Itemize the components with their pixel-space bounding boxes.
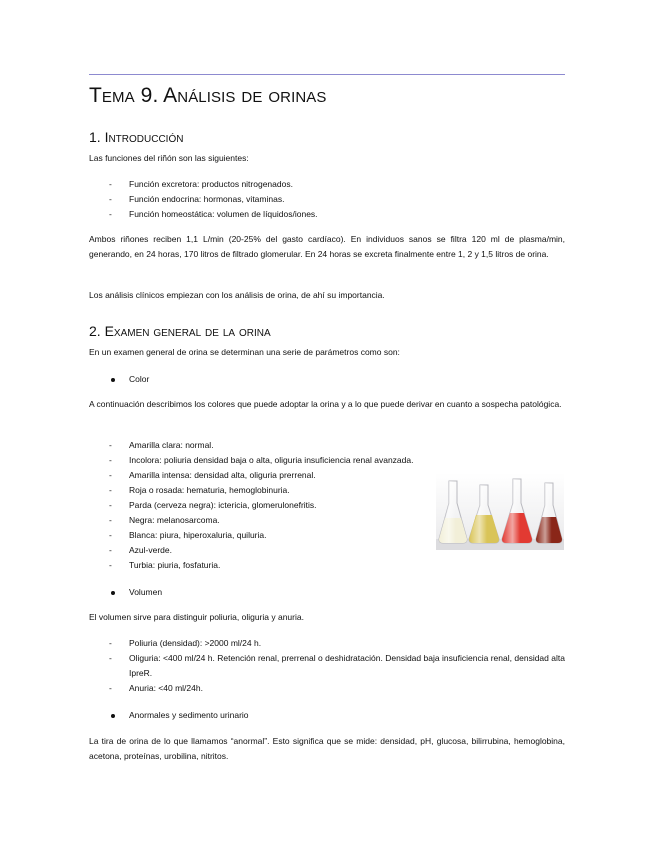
list-item: - Parda (cerveza negra): ictericia, glomerulonefritis. bbox=[89, 498, 565, 513]
dash-marker: - bbox=[109, 515, 112, 525]
list-item: - Blanca: piura, hiperoxaluria, quiluria. bbox=[89, 528, 565, 543]
bullet-dot bbox=[111, 714, 115, 718]
flask-brown bbox=[536, 483, 562, 543]
urine-volume-list bbox=[89, 636, 565, 696]
bullet-dot bbox=[111, 591, 115, 595]
page-title: Tema 9. Análisis de orinas bbox=[89, 84, 327, 107]
dash-marker: - bbox=[109, 530, 112, 540]
section-1-intro: Las funciones del riñón son las siguientes: bbox=[89, 153, 249, 163]
list-item: - Función excretora: productos nitrogenados. bbox=[89, 177, 565, 192]
list-item: - Función homeostática: volumen de líquidos/iones. bbox=[89, 207, 565, 222]
urine-strip-paragraph: La tira de orina de lo que llamamos “anormal”. Esto significa que se mide: densidad, pH, glucosa, bilirrubina, hemoglobina, acetona, proteínas, urobilina, nitritos. bbox=[89, 736, 565, 761]
document-page: Tema 9. Análisis de orinas 1. Introducción Las funciones del riñón son las siguientes: - Función excretora: productos nitrogenados. - Función endocrina: hormonas, vitaminas. - Función homeostática: volumen de líquidos/iones. Ambos riñones reciben 1,1 L/min (20-25% del gasto cardíaco). En individuos sanos se filtra 120 ml de plasma/min, generando, en 24 horas, 170 litros de filtrado glomerular. En 24 horas se excreta finalmente entre 1, 2 y 1,5 litros de orina. Los análisis clínicos empiezan con los análisis de orina, de ahí su importancia. 2. Examen general de la orina En un examen general de orina se determinan una serie de parámetros como son: Color A continuación describimos los colores que puede adoptar la orina y a lo que puede derivar en cuanto a sospecha patológica. - Amarilla clara: normal. - Incolora: poliuria densidad baja o alta, oliguria insuficiencia renal avanzada. - Amarilla intensa: densidad alta, oliguria prerrenal. - Roja o rosada: hematuria, hemoglobinuria. - Parda (cerveza negra): ictericia, glomerulonefritis. - Negra: melanosarcoma. - Blanca: piura, hiperoxaluria, quiluria. - Azul-verde. - Turbia: piuria, fosfaturia. Volumen El volumen sirve para distinguir poliuria, oliguria y anuria. - Poliuria (densidad): >2000 ml/24 h. - Oliguria: <400 ml/24 h. Retención renal, prerrenal o deshidratación. Densidad baja insuficiencia renal, densidad alta IpreR. - Anuria: <40 ml/24h. Anormales y sedimento urinario La tira de orina de lo que llamamos “anormal”. Esto significa que se mide: densidad, pH, glucosa, bilirrubina, hemoglobina, acetona, proteínas, urobilina, nitritos. bbox=[0, 0, 655, 848]
list-item: - Roja o rosada: hematuria, hemoglobinuria. bbox=[89, 483, 565, 498]
dash-marker: - bbox=[109, 500, 112, 510]
dash-marker: - bbox=[109, 653, 112, 663]
dash-marker: - bbox=[109, 545, 112, 555]
list-item: - Incolora: poliuria densidad baja o alta, oliguria insuficiencia renal avanzada. bbox=[89, 453, 565, 468]
dash-marker: - bbox=[109, 485, 112, 495]
filtration-paragraph: Ambos riñones reciben 1,1 L/min (20-25% del gasto cardíaco). En individuos sanos se filtra 120 ml de plasma/min, generando, en 24 horas, 170 litros de filtrado glomerular. En 24 horas se excreta finalmente entre 1, 2 y 1,5 litros de orina. bbox=[89, 234, 565, 259]
importance-paragraph: Los análisis clínicos empiezan con los análisis de orina, de ahí su importancia. bbox=[89, 290, 385, 300]
list-item: - Función endocrina: hormonas, vitaminas. bbox=[89, 192, 565, 207]
color-paragraph: A continuación describimos los colores que puede adoptar la orina y a lo que puede derivar en cuanto a sospecha patológica. bbox=[89, 399, 562, 409]
volume-paragraph: El volumen sirve para distinguir poliuria, oliguria y anuria. bbox=[89, 612, 304, 622]
list-item: - Amarilla clara: normal. bbox=[89, 438, 565, 453]
list-item: - Anuria: <40 ml/24h. bbox=[89, 681, 565, 696]
dash-marker: - bbox=[109, 209, 112, 219]
flask-clear bbox=[439, 481, 467, 543]
dash-marker: - bbox=[109, 638, 112, 648]
dash-marker: - bbox=[109, 179, 112, 189]
dash-marker: - bbox=[109, 194, 112, 204]
section-1-heading: 1. Introducción bbox=[89, 129, 184, 145]
section-2-intro: En un examen general de orina se determinan una serie de parámetros como son: bbox=[89, 347, 400, 357]
dash-marker: - bbox=[109, 455, 112, 465]
list-item: - Turbia: piuria, fosfaturia. bbox=[89, 558, 565, 573]
bullet-dot bbox=[111, 378, 115, 382]
dash-marker: - bbox=[109, 440, 112, 450]
kidney-functions-list bbox=[89, 177, 565, 222]
title-rule bbox=[89, 74, 565, 75]
section-2-heading: 2. Examen general de la orina bbox=[89, 323, 271, 339]
flask-red bbox=[502, 479, 532, 543]
list-item: - Amarilla intensa: densidad alta, oliguria prerrenal. bbox=[89, 468, 565, 483]
list-item: - Oliguria: <400 ml/24 h. Retención renal, prerrenal o deshidratación. Densidad baja insuficiencia renal, densidad alta IpreR. bbox=[109, 653, 565, 678]
dash-marker: - bbox=[109, 683, 112, 693]
flask-yellow bbox=[469, 485, 499, 543]
urine-flasks-photo bbox=[436, 473, 564, 550]
list-item: - Poliuria (densidad): >2000 ml/24 h. bbox=[89, 636, 565, 651]
list-item: - Azul-verde. bbox=[89, 543, 565, 558]
dash-marker: - bbox=[109, 560, 112, 570]
list-item: - Negra: melanosarcoma. bbox=[89, 513, 565, 528]
dash-marker: - bbox=[109, 470, 112, 480]
